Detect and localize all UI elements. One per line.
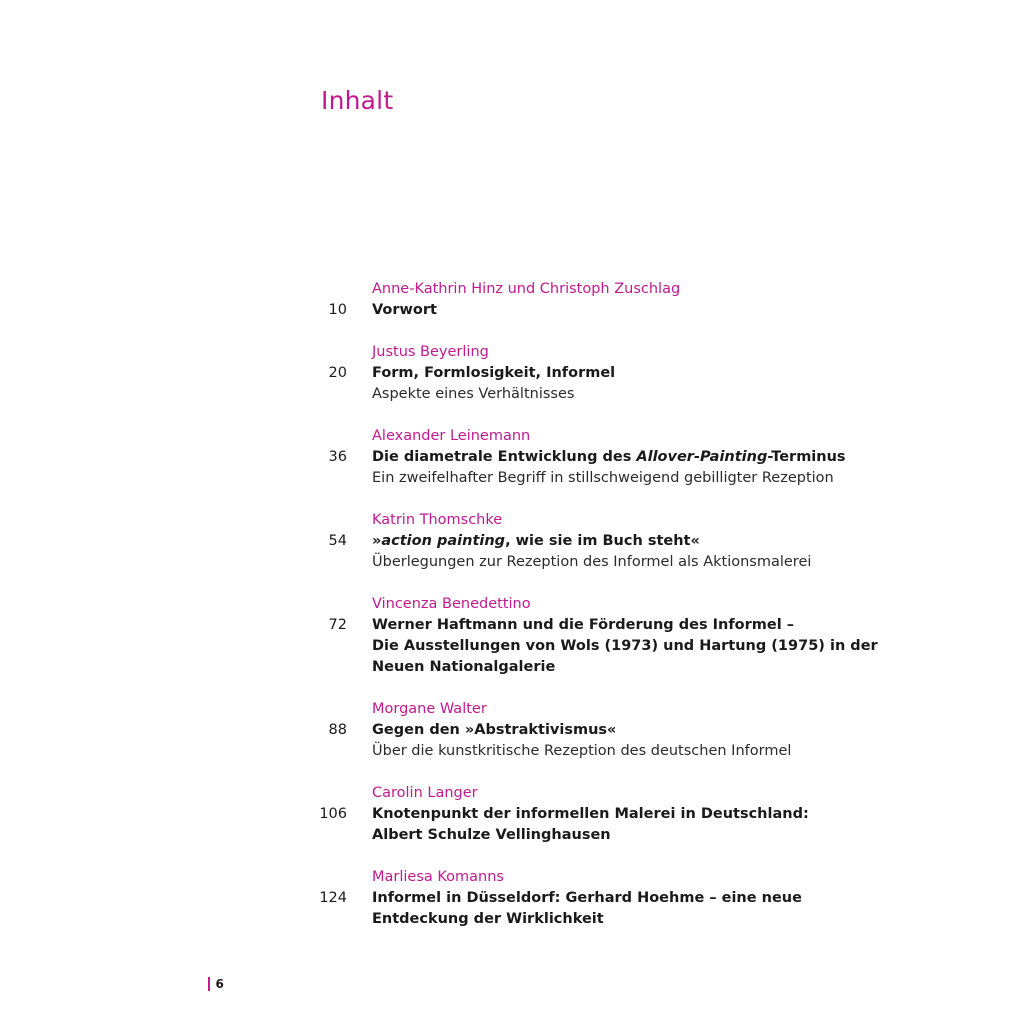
entry-title-text: Entdeckung der Wirklichkeit	[372, 911, 604, 927]
entry-author: Alexander Leinemann	[372, 428, 531, 444]
entry-title-text: Gegen den »Abstraktivismus«	[372, 722, 617, 738]
entry-title-text: -Terminus	[767, 449, 846, 465]
entry-author: Marliesa Komanns	[372, 869, 504, 885]
page-folio	[208, 975, 224, 993]
entry-title-text: Knotenpunkt der informellen Malerei in Deutschland:	[372, 806, 809, 822]
entry-title-text: , wie sie im Buch steht«	[505, 533, 700, 549]
entry-title-line	[300, 804, 860, 825]
entry-subtitle: Ein zweifelhafter Begriff in stillschweigend gebilligter Rezeption	[372, 470, 834, 486]
entry-title-text: Albert Schulze Vellinghausen	[372, 827, 611, 843]
entry-title-line	[300, 720, 860, 741]
entry-title-text: Neuen Nationalgalerie	[372, 659, 556, 675]
entry-title-line	[300, 636, 878, 657]
entry-author: Carolin Langer	[372, 785, 478, 801]
entry-page-number: 124	[319, 890, 347, 906]
entry-title-italic: Allover-Painting	[636, 449, 768, 465]
entry-title-line	[300, 825, 860, 846]
toc-entry	[300, 279, 860, 321]
entry-subtitle: Aspekte eines Verhältnisses	[372, 386, 575, 402]
entry-page-number: 54	[328, 533, 347, 549]
entry-title-line	[300, 888, 860, 909]
entry-title-italic: action painting	[381, 533, 506, 549]
toc-entry	[300, 426, 860, 489]
entry-page-number: 72	[328, 617, 347, 633]
entry-title-text: »	[372, 533, 382, 549]
entry-title-text: Vorwort	[372, 302, 437, 318]
entry-author: Justus Beyerling	[372, 344, 489, 360]
entry-title-text: Die Ausstellungen von Wols (1973) und Hartung (1975) in der	[372, 638, 878, 654]
entry-title-text: Werner Haftmann und die Förderung des Informel –	[372, 617, 794, 633]
page-title: Inhalt	[321, 86, 394, 115]
entry-author: Anne-Kathrin Hinz und Christoph Zuschlag	[372, 281, 681, 297]
page-number-label: 6	[215, 977, 224, 991]
entry-title-text: Informel in Düsseldorf: Gerhard Hoehme – eine neue	[372, 890, 802, 906]
entry-subtitle: Überlegungen zur Rezeption des Informel als Aktionsmalerei	[372, 554, 812, 570]
entry-subtitle: Über die kunstkritische Rezeption des deutschen Informel	[372, 743, 792, 759]
entry-author: Morgane Walter	[372, 701, 487, 717]
entry-title-text: Die diametrale Entwicklung des	[372, 449, 637, 465]
entry-author: Vincenza Benedettino	[372, 596, 531, 612]
entry-author: Katrin Thomschke	[372, 512, 503, 528]
toc-entry	[300, 594, 878, 678]
entry-title-line	[300, 615, 860, 636]
toc-entry	[300, 783, 860, 846]
entry-title-line	[300, 300, 860, 321]
table-of-contents	[300, 279, 878, 951]
entry-page-number: 10	[328, 302, 347, 318]
toc-entry	[300, 699, 860, 762]
folio-divider	[208, 977, 210, 991]
entry-page-number: 20	[328, 365, 347, 381]
entry-title-text: Form, Formlosigkeit, Informel	[372, 365, 616, 381]
entry-page-number: 36	[328, 449, 347, 465]
entry-page-number: 106	[319, 806, 347, 822]
entry-title	[300, 447, 860, 468]
entry-title-line	[300, 363, 860, 384]
toc-entry	[300, 510, 860, 573]
toc-entry	[300, 867, 860, 930]
entry-title	[300, 531, 860, 552]
entry-title-line	[300, 657, 860, 678]
entry-page-number: 88	[328, 722, 347, 738]
toc-entry	[300, 342, 860, 405]
entry-title-line	[300, 909, 860, 930]
